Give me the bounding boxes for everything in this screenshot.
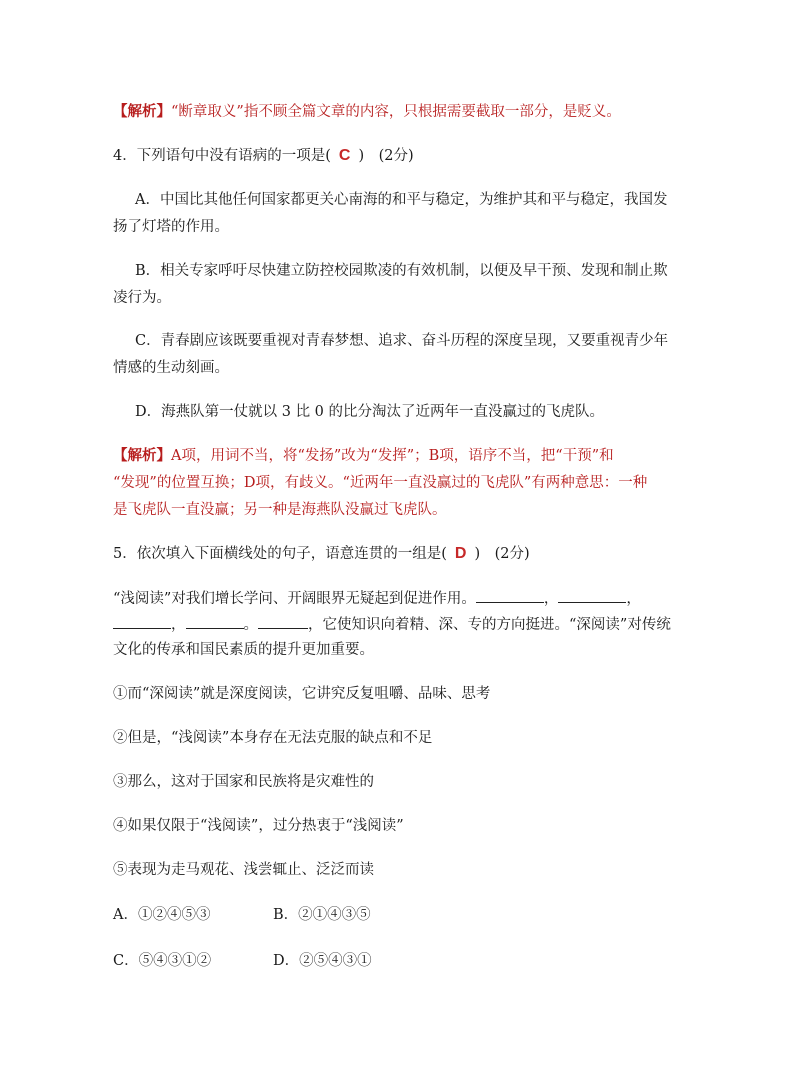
q4-answer: C: [338, 147, 351, 164]
q3-explanation: [113, 102, 621, 122]
q4-stem-after: ) (2分): [358, 148, 414, 164]
blank-1: [476, 588, 544, 603]
q5-option-c: C．⑤④③①②: [113, 953, 212, 969]
period: 。: [243, 617, 258, 633]
q4-explanation-line2: “发现”的位置互换；D项，有歧义。“近两年一直没赢过的飞虎队”有两种意思：一种: [113, 475, 648, 491]
q5-passage-line2: [113, 614, 671, 635]
q5-options-row1: [113, 905, 371, 925]
q5-option-a: A．①②④⑤③: [113, 907, 211, 923]
q4-option-b-line2: 凌行为。: [113, 290, 171, 306]
q5-option-d: D．②⑤④③①: [273, 953, 372, 969]
q4-explanation-line3: 是飞虎队一直没赢；另一种是海燕队没赢过飞虎队。: [113, 502, 447, 518]
q5-item-4: ④如果仅限于“浅阅读”，过分热衷于“浅阅读”: [113, 818, 404, 834]
q5-stem-before: 5．依次填入下面横线处的句子，语意连贯的一组是(: [113, 546, 447, 562]
explain-tag: 【解析】: [113, 447, 171, 464]
q4-option-c-line2: 情感的生动刻画。: [113, 360, 229, 376]
q4-option-d: D．海燕队第一仗就以 3 比 0 的比分淘汰了近两年一直没赢过的飞虎队。: [135, 404, 605, 420]
q5-item-1: ①而“深阅读”就是深度阅读，它讲究反复咀嚼、品味、思考: [113, 686, 491, 702]
q4-option-a-line2: 扬了灯塔的作用。: [113, 219, 229, 235]
blank-4: [186, 614, 244, 629]
q5-options-row2: [113, 951, 372, 971]
q5-item-3: ③那么，这对于国家和民族将是灾难性的: [113, 774, 374, 790]
q5-passage-line3: 文化的传承和国民素质的提升更加重要。: [113, 642, 374, 658]
comma: ，: [543, 591, 559, 607]
q4-option-a-line1: A．中国比其他任何国家都更关心南海的和平与稳定，为维护其和平与稳定，我国发: [135, 192, 668, 208]
explain-text: A项，用词不当，将“发扬”改为“发挥”；B项，语序不当，把“干预”和: [171, 448, 614, 464]
q4-option-b-line1: B．相关专家呼吁尽快建立防控校园欺凌的有效机制，以便及早干预、发现和制止欺: [135, 263, 668, 279]
q5-option-b: B．②①④③⑤: [273, 907, 371, 923]
explain-tag: 【解析】: [113, 103, 171, 120]
q5-passage-line1: [113, 588, 641, 609]
q5-answer: D: [454, 545, 467, 562]
q4-option-c-line1: C．青春剧应该既要重视对青春梦想、追求、奋斗历程的深度呈现，又要重视青少年: [135, 333, 669, 349]
q5-item-5: ⑤表现为走马观花、浅尝辄止、泛泛而读: [113, 862, 374, 878]
explain-text: “断章取义”指不顾全篇文章的内容，只根据需要截取一部分，是贬义。: [171, 104, 621, 120]
blank-5: [258, 614, 308, 629]
q4-explanation-line1: [113, 446, 614, 466]
q4-stem-before: 4．下列语句中没有语病的一项是(: [113, 148, 331, 164]
q5-item-2: ②但是，“浅阅读”本身存在无法克服的缺点和不足: [113, 730, 433, 746]
blank-2: [558, 588, 626, 603]
q5-stem: [113, 544, 530, 564]
passage-text: ，它使知识向着精、深、专的方向挺进。“深阅读”对传统: [308, 617, 671, 633]
blank-3: [113, 614, 171, 629]
passage-text: “浅阅读”对我们增长学问、开阔眼界无疑起到促进作用。: [113, 591, 476, 607]
q5-stem-after: ) (2分): [474, 546, 530, 562]
comma: ，: [626, 591, 641, 607]
q4-stem: [113, 146, 414, 166]
comma: ，: [171, 617, 186, 633]
